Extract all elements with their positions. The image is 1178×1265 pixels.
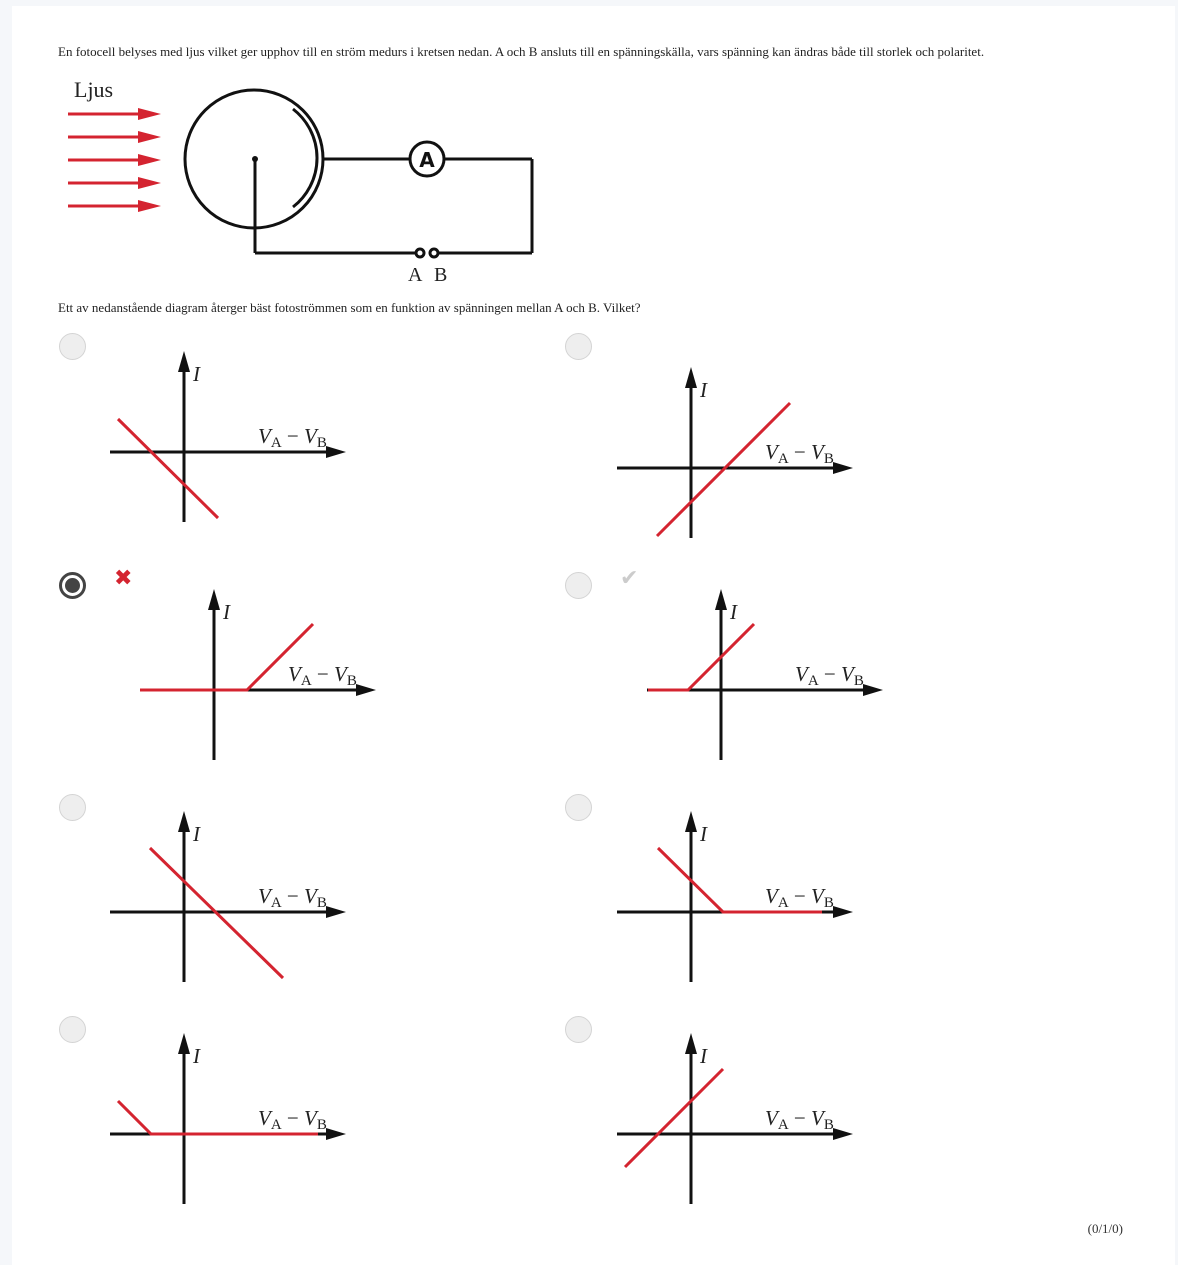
iv-graph xyxy=(104,807,364,992)
iv-curve xyxy=(625,1069,723,1167)
iv-graph xyxy=(641,585,901,770)
light-arrow xyxy=(68,154,161,166)
y-axis-arrow xyxy=(178,351,190,372)
terminal-a-label: A xyxy=(408,264,423,286)
x-axis-label: VA − VB xyxy=(258,884,327,911)
y-axis-label: I xyxy=(193,1044,200,1068)
x-axis-arrow xyxy=(326,906,346,918)
y-axis-arrow xyxy=(715,589,727,610)
light-arrow xyxy=(68,177,161,189)
y-axis-label: I xyxy=(700,822,707,846)
option-radio[interactable] xyxy=(565,1016,592,1043)
x-axis-label: VA − VB xyxy=(765,884,834,911)
y-axis-arrow xyxy=(178,811,190,832)
x-axis-arrow xyxy=(356,684,376,696)
y-axis-arrow xyxy=(685,811,697,832)
iv-graph xyxy=(134,585,394,770)
x-axis-label: VA − VB xyxy=(258,1106,327,1133)
option-radio[interactable] xyxy=(565,794,592,821)
iv-curve xyxy=(118,419,218,518)
x-axis-arrow xyxy=(863,684,883,696)
x-axis-label: VA − VB xyxy=(795,662,864,689)
x-axis-arrow xyxy=(833,906,853,918)
photocell-circuit-diagram xyxy=(60,72,550,287)
iv-graph xyxy=(104,347,364,532)
option-radio[interactable] xyxy=(59,572,86,599)
x-axis-label: VA − VB xyxy=(765,1106,834,1133)
y-axis-label: I xyxy=(730,600,737,624)
iv-graph xyxy=(611,363,871,548)
x-axis-arrow xyxy=(833,462,853,474)
option-radio[interactable] xyxy=(59,1016,86,1043)
light-arrow xyxy=(68,131,161,143)
x-axis-label: VA − VB xyxy=(258,424,327,451)
option-radio[interactable] xyxy=(565,333,592,360)
terminal-b-label: B xyxy=(434,264,448,286)
y-axis-label: I xyxy=(193,362,200,386)
question-prompt: Ett av nedanstående diagram återger bäst fotoströmmen som en funktion av spänningen mellan A och B. Vilket? xyxy=(58,300,641,315)
y-axis-label: I xyxy=(193,822,200,846)
x-axis-arrow xyxy=(326,446,346,458)
x-axis-label: VA − VB xyxy=(288,662,357,689)
correct-check-icon: ✔ xyxy=(620,566,639,591)
y-axis-arrow xyxy=(685,367,697,388)
iv-graph xyxy=(611,1029,871,1214)
ammeter-label: A xyxy=(419,148,435,172)
light-arrow xyxy=(68,200,161,212)
option-radio[interactable] xyxy=(565,572,592,599)
option-radio[interactable] xyxy=(59,333,86,360)
circuit-wires xyxy=(185,90,532,257)
y-axis-arrow xyxy=(178,1033,190,1054)
wrong-x-icon: ✖ xyxy=(114,566,133,591)
option-radio[interactable] xyxy=(59,794,86,821)
question-intro: En fotocell belyses med ljus vilket ger upphov till en ström medurs i kretsen nedan. A och B ansluts till en spänningskälla, vars spänning kan ändras både till storlek och polaritet. xyxy=(58,44,985,59)
iv-graph xyxy=(104,1029,364,1214)
y-axis-arrow xyxy=(208,589,220,610)
x-axis-label: VA − VB xyxy=(765,440,834,467)
light-arrows xyxy=(68,108,161,212)
y-axis-label: I xyxy=(700,378,707,402)
terminal-b xyxy=(430,249,438,257)
light-arrow xyxy=(68,108,161,120)
y-axis-label: I xyxy=(223,600,230,624)
y-axis-label: I xyxy=(700,1044,707,1068)
iv-graph xyxy=(611,807,871,992)
terminal-a xyxy=(416,249,424,257)
score: (0/1/0) xyxy=(1087,1221,1123,1236)
iv-curve xyxy=(648,624,754,690)
x-axis-arrow xyxy=(833,1128,853,1140)
y-axis-arrow xyxy=(685,1033,697,1054)
x-axis-arrow xyxy=(326,1128,346,1140)
light-label: Ljus xyxy=(74,77,114,102)
